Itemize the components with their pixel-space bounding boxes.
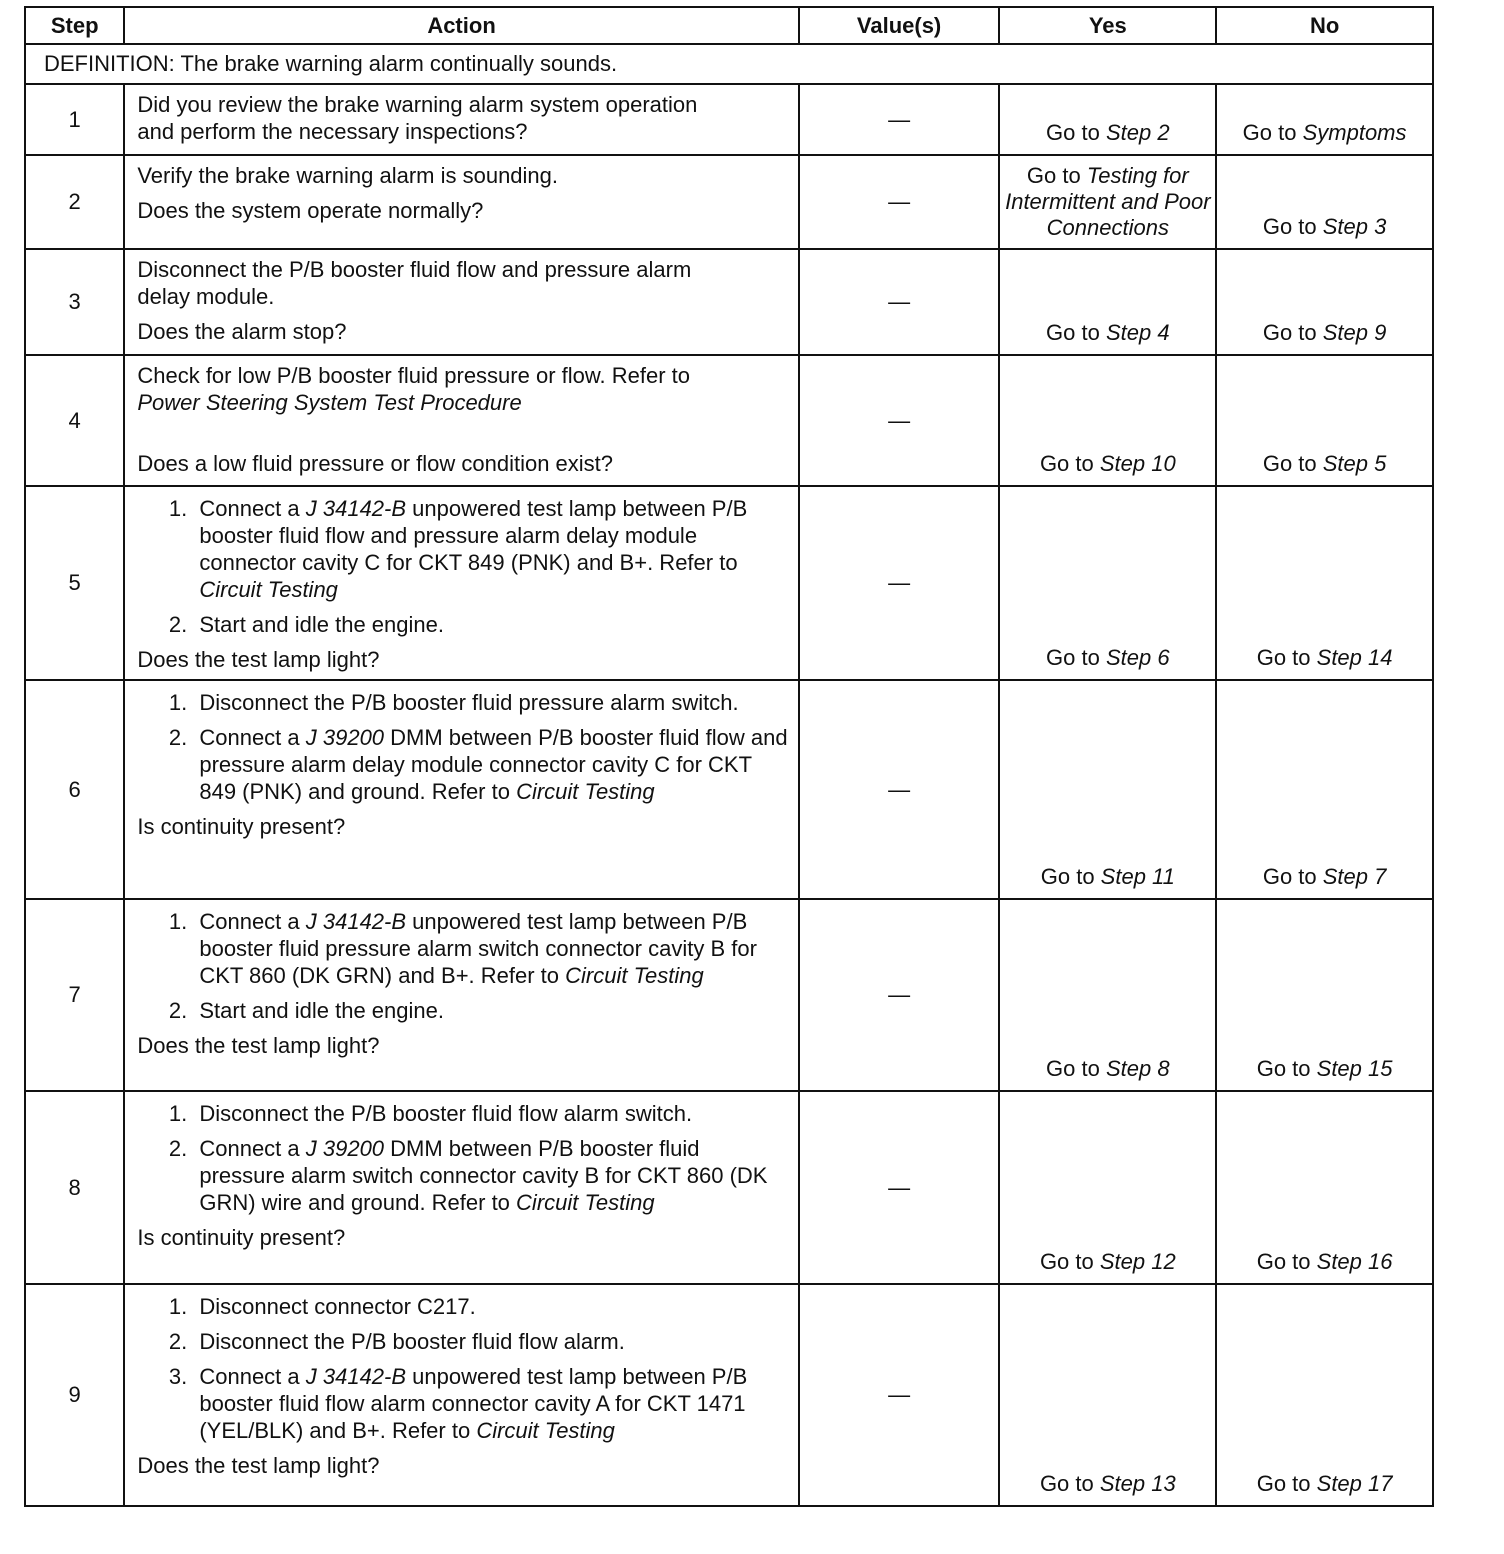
- reference-link: Circuit Testing: [565, 963, 704, 988]
- reference-link: Circuit Testing: [476, 1418, 615, 1443]
- action-step: 3. Connect a J 34142-B unpowered test lamp between P/B booster fluid flow alarm connector cavity A for CKT 1471 (YEL/BLK) and B+. Refer to Circuit Testing: [193, 1363, 787, 1444]
- action-cell: [124, 84, 798, 155]
- yes-cell: Go to Step 10: [999, 355, 1216, 486]
- step-row: [25, 486, 1433, 680]
- action-step: 2. Disconnect the P/B booster fluid flow alarm.: [193, 1328, 787, 1355]
- value-cell: —: [799, 84, 1000, 155]
- no-cell: Go to Step 16: [1216, 1091, 1433, 1284]
- yes-target: Step 11: [1100, 864, 1175, 889]
- action-text: Disconnect the P/B booster fluid flow and pressure alarm: [137, 257, 692, 282]
- tool-name: J 34142-B: [305, 496, 407, 521]
- yes-target: Step 8: [1105, 1056, 1170, 1081]
- yes-cell: Go to Step 13: [999, 1284, 1216, 1506]
- step-number: 5: [25, 486, 124, 680]
- step-number: 8: [25, 1091, 124, 1284]
- no-target: Step 5: [1322, 451, 1387, 476]
- action-steps: [137, 908, 787, 1024]
- action-text: Verify the brake warning alarm is sounding.: [137, 163, 559, 188]
- yes-target: Step 6: [1105, 645, 1170, 670]
- action-step: 2. Start and idle the engine.: [193, 611, 787, 638]
- action-step: 2. Connect a J 39200 DMM between P/B booster fluid pressure alarm switch connector cavity B for CKT 860 (DK GRN) wire and ground. Refer to Circuit Testing: [193, 1135, 787, 1216]
- action-cell: [124, 680, 798, 899]
- yes-cell: Go to Step 6: [999, 486, 1216, 680]
- action-step: 1. Disconnect the P/B booster fluid pressure alarm switch.: [193, 689, 787, 716]
- tool-name: J 34142-B: [305, 1364, 407, 1389]
- action-step: 1. Disconnect the P/B booster fluid flow alarm switch.: [193, 1100, 787, 1127]
- step-row: [25, 84, 1433, 155]
- no-cell: Go to Step 9: [1216, 249, 1433, 355]
- value-cell: —: [799, 899, 1000, 1091]
- action-text: and perform the necessary inspections?: [137, 119, 528, 144]
- action-cell: [124, 155, 798, 249]
- action-step: 2. Start and idle the engine.: [193, 997, 787, 1024]
- yes-cell: Go to Testing for Intermittent and Poor Connections: [999, 155, 1216, 249]
- step-row: [25, 1091, 1433, 1284]
- yes-target: Testing for Intermittent and Poor Connections: [1005, 163, 1211, 240]
- value-cell: —: [799, 486, 1000, 680]
- no-target: Step 3: [1322, 214, 1387, 239]
- action-text: Did you review the brake warning alarm system operation: [137, 92, 698, 117]
- step-row: [25, 155, 1433, 249]
- action-text: Check for low P/B booster fluid pressure or flow. Refer to: [137, 363, 691, 388]
- tool-name: J 34142-B: [305, 909, 407, 934]
- action-steps: [137, 689, 787, 805]
- action-steps: [137, 1100, 787, 1216]
- header-row: [25, 7, 1433, 44]
- action-cell: [124, 486, 798, 680]
- no-cell: Go to Step 7: [1216, 680, 1433, 899]
- value-cell: —: [799, 249, 1000, 355]
- no-target: Step 17: [1316, 1471, 1393, 1496]
- step-row: [25, 355, 1433, 486]
- value-cell: —: [799, 1284, 1000, 1506]
- action-cell: [124, 249, 798, 355]
- action-question: Does the test lamp light?: [137, 1453, 380, 1478]
- yes-target: Step 2: [1105, 120, 1170, 145]
- step-row: [25, 680, 1433, 899]
- action-question: Is continuity present?: [137, 1225, 346, 1250]
- diagnostic-table-container: [24, 6, 1434, 1507]
- reference-link: Circuit Testing: [199, 577, 338, 602]
- action-question: Does the alarm stop?: [137, 319, 347, 344]
- value-cell: —: [799, 355, 1000, 486]
- no-cell: Go to Symptoms: [1216, 84, 1433, 155]
- action-cell: [124, 1091, 798, 1284]
- step-number: 1: [25, 84, 124, 155]
- step-row: [25, 249, 1433, 355]
- no-target: Step 14: [1316, 645, 1393, 670]
- step-row: [25, 899, 1433, 1091]
- action-question: Is continuity present?: [137, 814, 346, 839]
- reference-link: Circuit Testing: [516, 1190, 655, 1215]
- value-cell: —: [799, 680, 1000, 899]
- no-cell: Go to Step 3: [1216, 155, 1433, 249]
- no-target: Step 16: [1316, 1249, 1393, 1274]
- yes-cell: Go to Step 2: [999, 84, 1216, 155]
- no-target: Step 15: [1316, 1056, 1393, 1081]
- no-target: Step 7: [1322, 864, 1387, 889]
- no-cell: Go to Step 5: [1216, 355, 1433, 486]
- action-step: 1. Connect a J 34142-B unpowered test lamp between P/B booster fluid pressure alarm switch connector cavity B for CKT 860 (DK GRN) and B+. Refer to Circuit Testing: [193, 908, 787, 989]
- action-text: delay module.: [137, 284, 275, 309]
- action-question: Does the system operate normally?: [137, 198, 484, 223]
- no-target: Symptoms: [1302, 120, 1407, 145]
- header-no: No: [1216, 7, 1433, 44]
- value-cell: —: [799, 1091, 1000, 1284]
- yes-target: Step 4: [1105, 320, 1170, 345]
- action-reference: [137, 389, 787, 416]
- action-steps: [137, 1293, 787, 1444]
- diagnostic-table: [24, 6, 1434, 1507]
- action-step: 1. Connect a J 34142-B unpowered test lamp between P/B booster fluid flow and pressure alarm delay module connector cavity C for CKT 849 (PNK) and B+. Refer to Circuit Testing: [193, 495, 787, 603]
- tool-name: J 39200: [305, 1136, 385, 1161]
- definition-row: [25, 44, 1433, 84]
- definition-text: DEFINITION: The brake warning alarm continually sounds.: [25, 44, 1433, 84]
- step-number: 2: [25, 155, 124, 249]
- no-target: Step 9: [1322, 320, 1387, 345]
- action-step: 2. Connect a J 39200 DMM between P/B booster fluid flow and pressure alarm delay module connector cavity C for CKT 849 (PNK) and ground. Refer to Circuit Testing: [193, 724, 787, 805]
- step-number: 6: [25, 680, 124, 899]
- action-cell: [124, 1284, 798, 1506]
- yes-cell: Go to Step 11: [999, 680, 1216, 899]
- header-yes: Yes: [999, 7, 1216, 44]
- header-values: Value(s): [799, 7, 1000, 44]
- yes-cell: Go to Step 4: [999, 249, 1216, 355]
- step-number: 7: [25, 899, 124, 1091]
- yes-target: Step 10: [1099, 451, 1176, 476]
- step-number: 3: [25, 249, 124, 355]
- header-action: Action: [124, 7, 798, 44]
- yes-target: Step 13: [1099, 1471, 1176, 1496]
- step-row: [25, 1284, 1433, 1506]
- step-number: 4: [25, 355, 124, 486]
- no-cell: Go to Step 17: [1216, 1284, 1433, 1506]
- yes-cell: Go to Step 8: [999, 899, 1216, 1091]
- action-cell: [124, 355, 798, 486]
- yes-target: Step 12: [1099, 1249, 1176, 1274]
- reference-link: Power Steering System Test Procedure: [137, 390, 522, 415]
- header-step: Step: [25, 7, 124, 44]
- action-cell: [124, 899, 798, 1091]
- value-cell: —: [799, 155, 1000, 249]
- action-step: 1. Disconnect connector C217.: [193, 1293, 787, 1320]
- no-cell: Go to Step 15: [1216, 899, 1433, 1091]
- action-question: Does the test lamp light?: [137, 1033, 380, 1058]
- action-question: Does the test lamp light?: [137, 647, 380, 672]
- action-steps: [137, 495, 787, 638]
- tool-name: J 39200: [305, 725, 385, 750]
- action-question: Does a low fluid pressure or flow condition exist?: [137, 451, 614, 476]
- no-cell: Go to Step 14: [1216, 486, 1433, 680]
- reference-link: Circuit Testing: [516, 779, 655, 804]
- step-number: 9: [25, 1284, 124, 1506]
- yes-cell: Go to Step 12: [999, 1091, 1216, 1284]
